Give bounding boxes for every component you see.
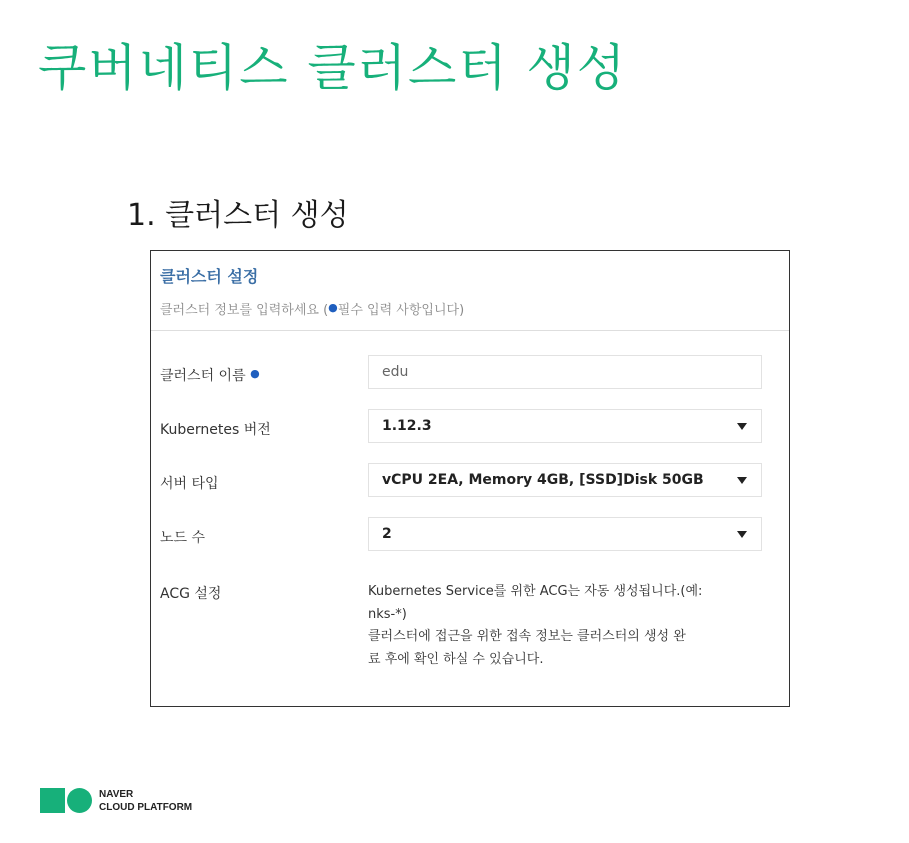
cluster-settings-panel — [150, 250, 790, 707]
server-type-value: vCPU 2EA, Memory 4GB, [SSD]Disk 50GB — [382, 472, 704, 488]
brand-line2: CLOUD PLATFORM — [99, 802, 193, 813]
step-heading: 1. 클러스터 생성 — [127, 198, 349, 233]
logo-circle-icon — [67, 788, 92, 813]
required-dot-icon: ● — [250, 367, 260, 380]
logo-square-icon — [40, 788, 65, 813]
acg-info-line: 클러스터에 접근을 위한 접속 정보는 클러스터의 생성 완 — [368, 629, 686, 644]
kubernetes-version-select[interactable] — [368, 409, 762, 443]
node-count-select[interactable] — [368, 517, 762, 551]
acg-info-line: Kubernetes Service를 위한 ACG는 자동 생성됩니다.(예: — [368, 584, 703, 599]
kubernetes-version-value: 1.12.3 — [382, 418, 432, 434]
cluster-name-label-text: 클러스터 이름 — [160, 368, 246, 384]
slide-title: 쿠버네티스 클러스터 생성 — [38, 39, 628, 97]
panel-title: 클러스터 설정 — [160, 267, 259, 286]
server-type-label: 서버 타입 — [160, 476, 219, 492]
brand-line1: NAVER — [99, 789, 134, 800]
server-type-select[interactable] — [368, 463, 762, 497]
acg-settings-label: ACG 설정 — [160, 586, 222, 602]
kubernetes-version-label: Kubernetes 버전 — [160, 422, 271, 438]
dropdown-caret-icon — [737, 423, 747, 430]
required-dot-icon: ● — [328, 301, 338, 314]
panel-subtitle-prefix: 클러스터 정보를 입력하세요 ( — [160, 303, 329, 318]
cluster-name-label — [160, 365, 260, 385]
panel-subtitle — [160, 299, 789, 318]
cluster-name-input[interactable]: edu — [368, 355, 762, 389]
node-count-label: 노드 수 — [160, 530, 206, 546]
brand-text — [99, 788, 192, 814]
node-count-value: 2 — [382, 526, 392, 542]
acg-info-line: nks-*) — [368, 606, 407, 622]
acg-info-text — [368, 581, 762, 671]
panel-subtitle-suffix: 필수 입력 사항입니다) — [337, 303, 465, 318]
acg-info-line: 료 후에 확인 하실 수 있습니다. — [368, 651, 544, 667]
panel-header — [151, 251, 789, 331]
dropdown-caret-icon — [737, 531, 747, 538]
dropdown-caret-icon — [737, 477, 747, 484]
